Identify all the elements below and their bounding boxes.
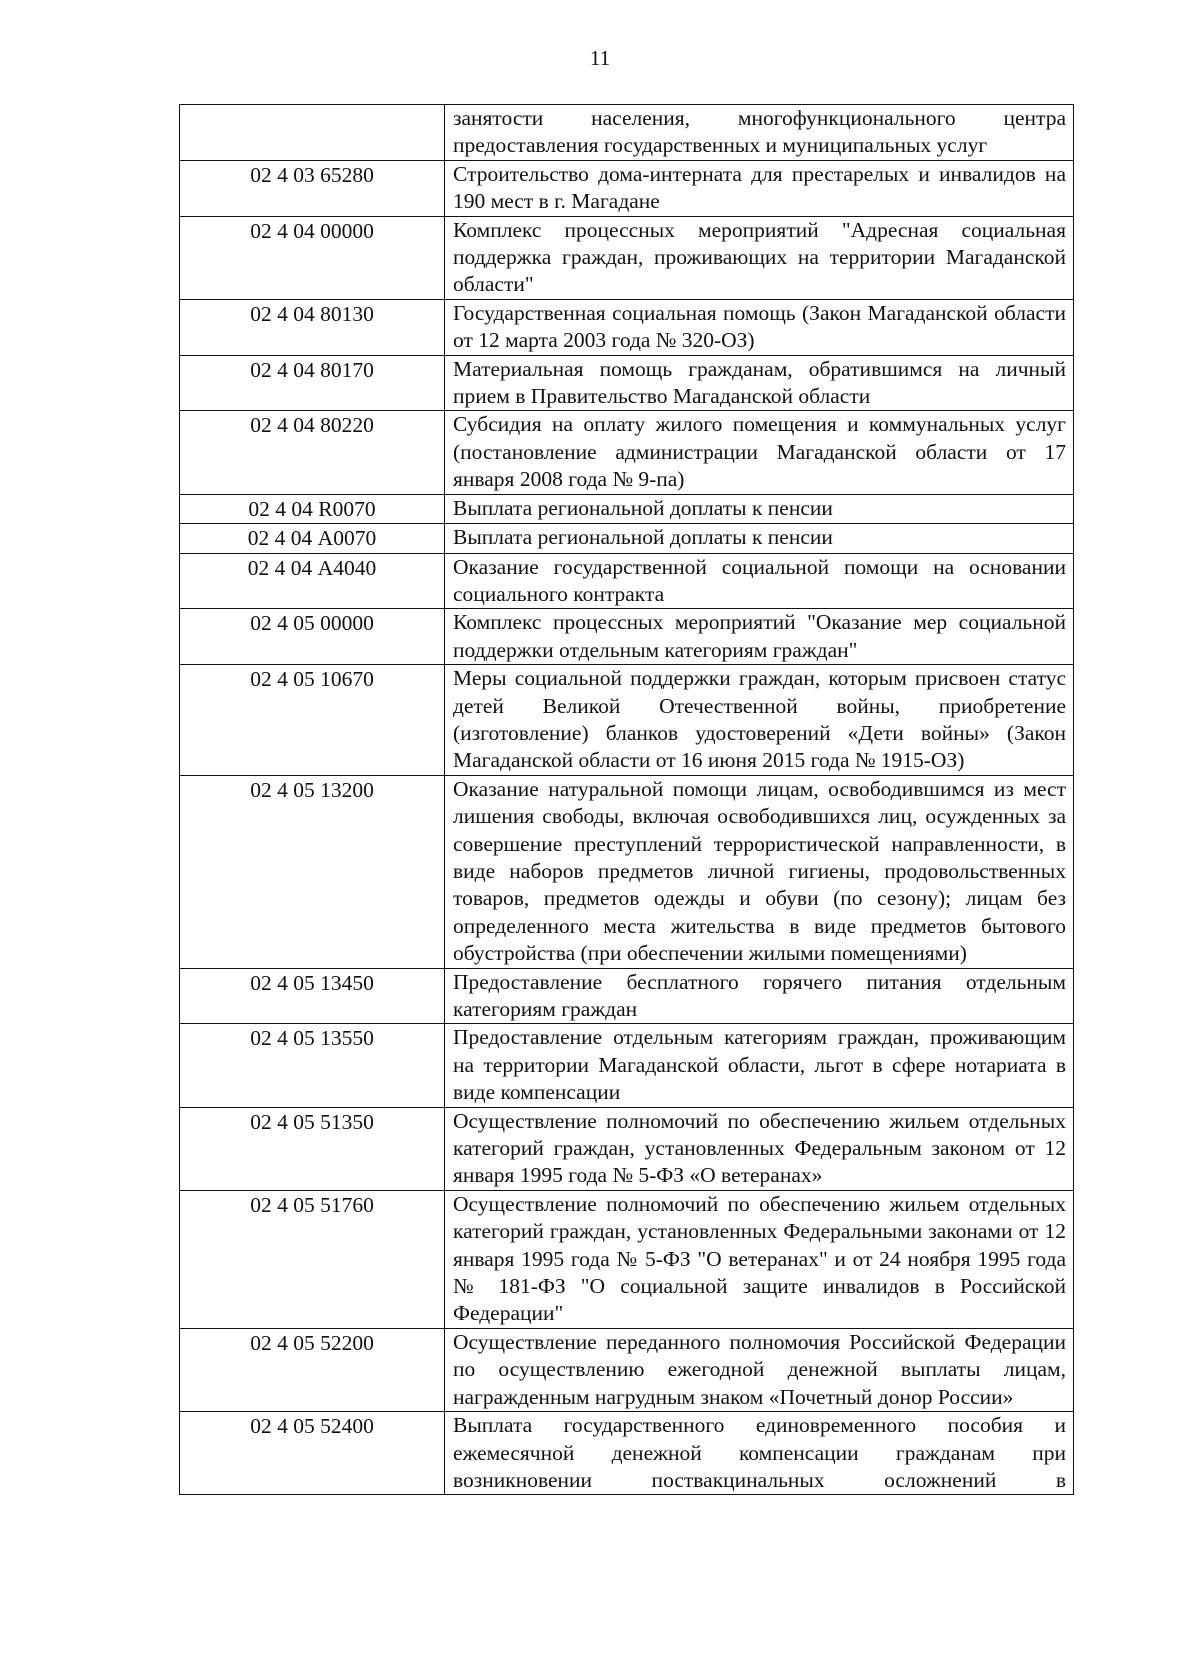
code-cell: 02 4 05 51350 xyxy=(180,1107,445,1190)
description-cell: Осуществление переданного полномочия Российской Федерации по осуществлению ежегодной денежной выплаты лицам, награжденным нагрудным знаком «Почетный донор России» xyxy=(445,1328,1074,1411)
page-number: 11 xyxy=(589,46,611,70)
code-cell: 02 4 05 10670 xyxy=(180,665,445,776)
code-cell: 02 4 05 13200 xyxy=(180,775,445,968)
table-row xyxy=(180,775,1074,968)
description-cell: Оказание государственной социальной помощи на основании социального контракта xyxy=(445,553,1074,609)
code-cell: 02 4 04 00000 xyxy=(180,216,445,299)
code-cell: 02 4 04 80220 xyxy=(180,411,445,494)
code-cell: 02 4 04 R0070 xyxy=(180,494,445,523)
code-cell: 02 4 05 13450 xyxy=(180,968,445,1024)
description-cell: Материальная помощь гражданам, обратившимся на личный прием в Правительство Магаданской области xyxy=(445,355,1074,411)
description-cell: Меры социальной поддержки граждан, которым присвоен статус детей Великой Отечественной войны, приобретение (изготовление) бланков удостоверений «Дети войны» (Закон Магаданской области от 16 июня 2015 года № 1915-ОЗ) xyxy=(445,665,1074,776)
description-cell: Выплата государственного единовременного пособия и ежемесячной денежной компенсации гражданам при возникновении поствакцинальных осложнений в xyxy=(445,1412,1074,1495)
description-cell: Субсидия на оплату жилого помещения и коммунальных услуг (постановление администрации Магаданской области от 17 января 2008 года № 9-па) xyxy=(445,411,1074,494)
description-cell: Комплекс процессных мероприятий "Оказание мер социальной поддержки отдельным категориям граждан" xyxy=(445,609,1074,665)
table-row xyxy=(180,609,1074,665)
code-cell: 02 4 04 80170 xyxy=(180,355,445,411)
table-row xyxy=(180,160,1074,216)
table-row xyxy=(180,553,1074,609)
table-row xyxy=(180,299,1074,355)
table-row xyxy=(180,216,1074,299)
description-cell: Выплата региональной доплаты к пенсии xyxy=(445,494,1074,523)
code-cell: 02 4 05 52400 xyxy=(180,1412,445,1495)
code-cell: 02 4 05 00000 xyxy=(180,609,445,665)
table-row xyxy=(180,1107,1074,1190)
table-row xyxy=(180,524,1074,553)
code-cell: 02 4 04 80130 xyxy=(180,299,445,355)
classification-table xyxy=(179,104,1074,1495)
table-row xyxy=(180,1412,1074,1495)
code-cell: 02 4 05 13550 xyxy=(180,1024,445,1107)
code-cell: 02 4 05 52200 xyxy=(180,1328,445,1411)
code-cell: 02 4 04 А4040 xyxy=(180,553,445,609)
table-row xyxy=(180,1024,1074,1107)
table-row xyxy=(180,968,1074,1024)
table-row xyxy=(180,105,1074,161)
code-cell: 02 4 03 65280 xyxy=(180,160,445,216)
description-cell: Оказание натуральной помощи лицам, освободившимся из мест лишения свободы, включая освободившихся лиц, осужденных за совершение преступлений террористической направленности, в виде наборов предметов личной гигиены, продовольственных товаров, предметов одежды и обуви (по сезону); лицам без определенного места жительства в виде предметов бытового обустройства (при обеспечении жилыми помещениями) xyxy=(445,775,1074,968)
description-cell: Осуществление полномочий по обеспечению жильем отдельных категорий граждан, установленных Федеральным законом от 12 января 1995 года № 5-ФЗ «О ветеранах» xyxy=(445,1107,1074,1190)
code-cell xyxy=(180,105,445,161)
table-row xyxy=(180,411,1074,494)
description-cell: Предоставление бесплатного горячего питания отдельным категориям граждан xyxy=(445,968,1074,1024)
table-row xyxy=(180,1190,1074,1328)
table-row xyxy=(180,665,1074,776)
description-cell: занятости населения, многофункционального центра предоставления государственных и муниципальных услуг xyxy=(445,105,1074,161)
description-cell: Комплекс процессных мероприятий "Адресная социальная поддержка граждан, проживающих на территории Магаданской области" xyxy=(445,216,1074,299)
code-cell: 02 4 05 51760 xyxy=(180,1190,445,1328)
table-row xyxy=(180,355,1074,411)
table-row xyxy=(180,1328,1074,1411)
description-cell: Государственная социальная помощь (Закон Магаданской области от 12 марта 2003 года № 320-ОЗ) xyxy=(445,299,1074,355)
description-cell: Осуществление полномочий по обеспечению жильем отдельных категорий граждан, установленных Федеральными законами от 12 января 1995 года № 5-ФЗ "О ветеранах" и от 24 ноября 1995 года № 181-ФЗ "О социальной защите инвалидов в Российской Федерации" xyxy=(445,1190,1074,1328)
description-cell: Предоставление отдельным категориям граждан, проживающим на территории Магаданской области, льгот в сфере нотариата в виде компенсации xyxy=(445,1024,1074,1107)
table-row xyxy=(180,494,1074,523)
description-cell: Строительство дома-интерната для престарелых и инвалидов на 190 мест в г. Магадане xyxy=(445,160,1074,216)
code-cell: 02 4 04 А0070 xyxy=(180,524,445,553)
description-cell: Выплата региональной доплаты к пенсии xyxy=(445,524,1074,553)
